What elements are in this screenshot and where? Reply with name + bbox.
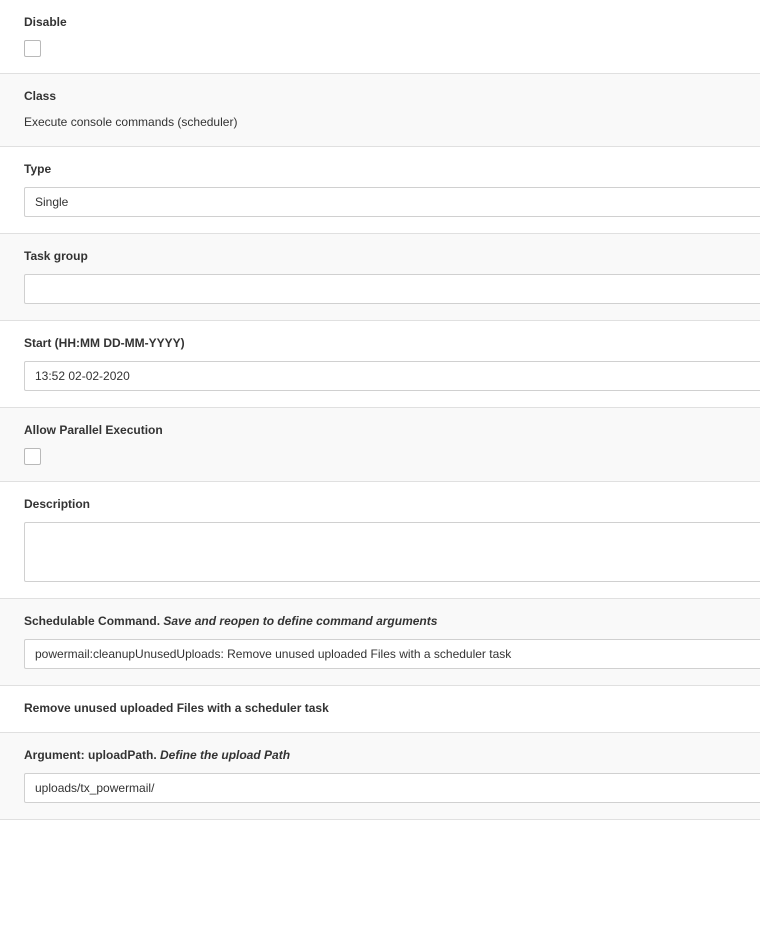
argument-upload-path-input[interactable]: uploads/tx_powermail/ — [24, 773, 760, 803]
field-label-class: Class — [24, 89, 57, 103]
schedulable-command-label-hint: Save and reopen to define command arguments — [163, 614, 438, 628]
argument-upload-path-label-main: Argument: uploadPath. — [24, 748, 157, 762]
field-row-class — [0, 74, 760, 147]
field-row-schedulable-command — [0, 599, 760, 686]
field-row-description — [0, 482, 760, 599]
description-textarea[interactable] — [24, 522, 760, 582]
schedulable-command-select[interactable]: powermail:cleanupUnusedUploads: Remove unused uploaded Files with a scheduler task — [24, 639, 760, 669]
command-description-heading: Remove unused uploaded Files with a scheduler task — [24, 701, 329, 715]
field-label-type: Type — [24, 162, 52, 176]
field-label-argument-upload-path — [24, 747, 736, 763]
field-row-command-description — [0, 686, 760, 733]
disable-checkbox[interactable] — [24, 40, 41, 57]
allow-parallel-execution-checkbox[interactable] — [24, 448, 41, 465]
field-label-allow-parallel-execution: Allow Parallel Execution — [24, 423, 163, 437]
field-label-disable: Disable — [24, 15, 67, 29]
field-row-allow-parallel-execution — [0, 408, 760, 482]
field-label-start: Start (HH:MM DD-MM-YYYY) — [24, 336, 185, 350]
field-row-task-group — [0, 234, 760, 321]
field-row-disable — [0, 0, 760, 74]
class-value: Execute console commands (scheduler) — [24, 115, 238, 129]
schedulable-command-label-main: Schedulable Command. — [24, 614, 161, 628]
task-group-select[interactable] — [24, 274, 760, 304]
field-label-description: Description — [24, 497, 91, 511]
field-row-start — [0, 321, 760, 408]
field-row-type — [0, 147, 760, 234]
field-label-schedulable-command — [24, 613, 736, 629]
field-row-argument-upload-path — [0, 733, 760, 820]
field-label-task-group: Task group — [24, 249, 88, 263]
start-input[interactable]: 13:52 02-02-2020 — [24, 361, 760, 391]
type-select[interactable]: Single — [24, 187, 760, 217]
argument-upload-path-label-hint: Define the upload Path — [160, 748, 291, 762]
